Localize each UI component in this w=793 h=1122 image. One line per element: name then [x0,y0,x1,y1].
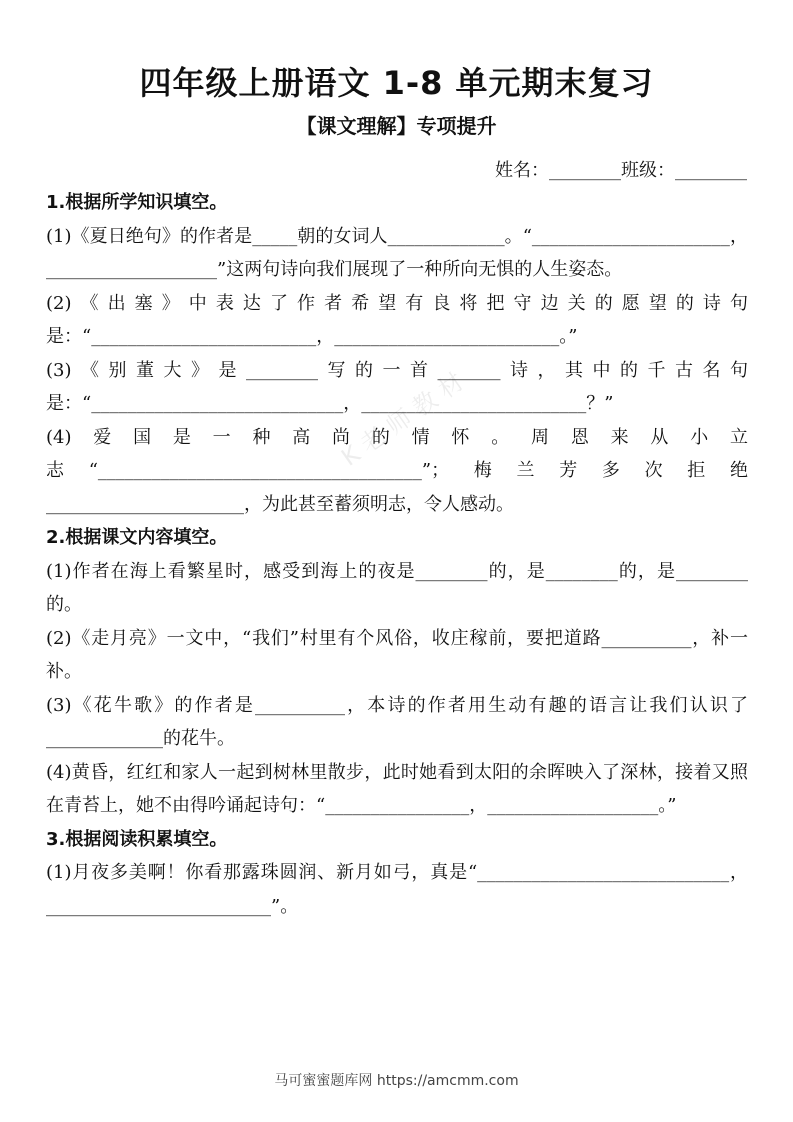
section-title: 1.根据所学知识填空。 [46,192,228,213]
question-item: (2)《走月亮》一文中，“我们”村里有个风俗，收庄稼前，要把道路__________，补一补。 [46,627,748,682]
section-3 [46,823,748,924]
section-title: 2.根据课文内容填空。 [46,527,228,548]
worksheet-content [46,186,748,923]
question-item: (3)《花牛歌》的作者是__________，本诗的作者用生动有趣的语言让我们认识了_____________的花牛。 [46,694,748,749]
question-item: (2)《出塞》中表达了作者希望有良将把守边关的愿望的诗句是：“_________________________，_________________________。” [46,292,748,347]
watermark-text: K 老 师 教 材 [336,367,469,472]
page-subtitle: 【课文理解】专项提升 [296,114,497,138]
question-item: (1)月夜多美啊！你看那露珠圆润、新月如弓，真是“____________________________，_________________________”。 [46,862,748,917]
question-item: (1)《夏日绝句》的作者是_____朝的女词人_____________。“______________________，___________________”这两句诗向我们展现了一种所向无惧的人生姿态。 [46,225,748,280]
question-item: (4)黄昏，红红和家人一起到树林里散步，此时她看到太阳的余晖映入了深林，接着又照在青苔上，她不由得吟诵起诗句：“________________，___________________。” [46,761,748,816]
question-item: (1)作者在海上看繁星时，感受到海上的夜是________的，是________的，是________的。 [46,560,748,615]
section-1 [46,186,748,521]
question-item: (3)《别董大》是________写的一首_______诗，其中的千古名句是：“____________________________，_________________________？” [46,359,748,414]
page-title: 四年级上册语文 1-8 单元期末复习 [139,64,654,102]
question-item: (4)爱国是一种高尚的情怀。周恩来从小立志“____________________________________”；梅兰芳多次拒绝______________________，为此甚至蓄须明志，令人感动。 [46,426,748,515]
name-class-line: 姓名：________班级：________ [495,160,747,181]
section-title: 3.根据阅读积累填空。 [46,828,228,850]
section-2 [46,521,748,823]
footer-site-link[interactable]: 马可蜜蜜题库网 https://amcmm.com [274,1073,519,1089]
